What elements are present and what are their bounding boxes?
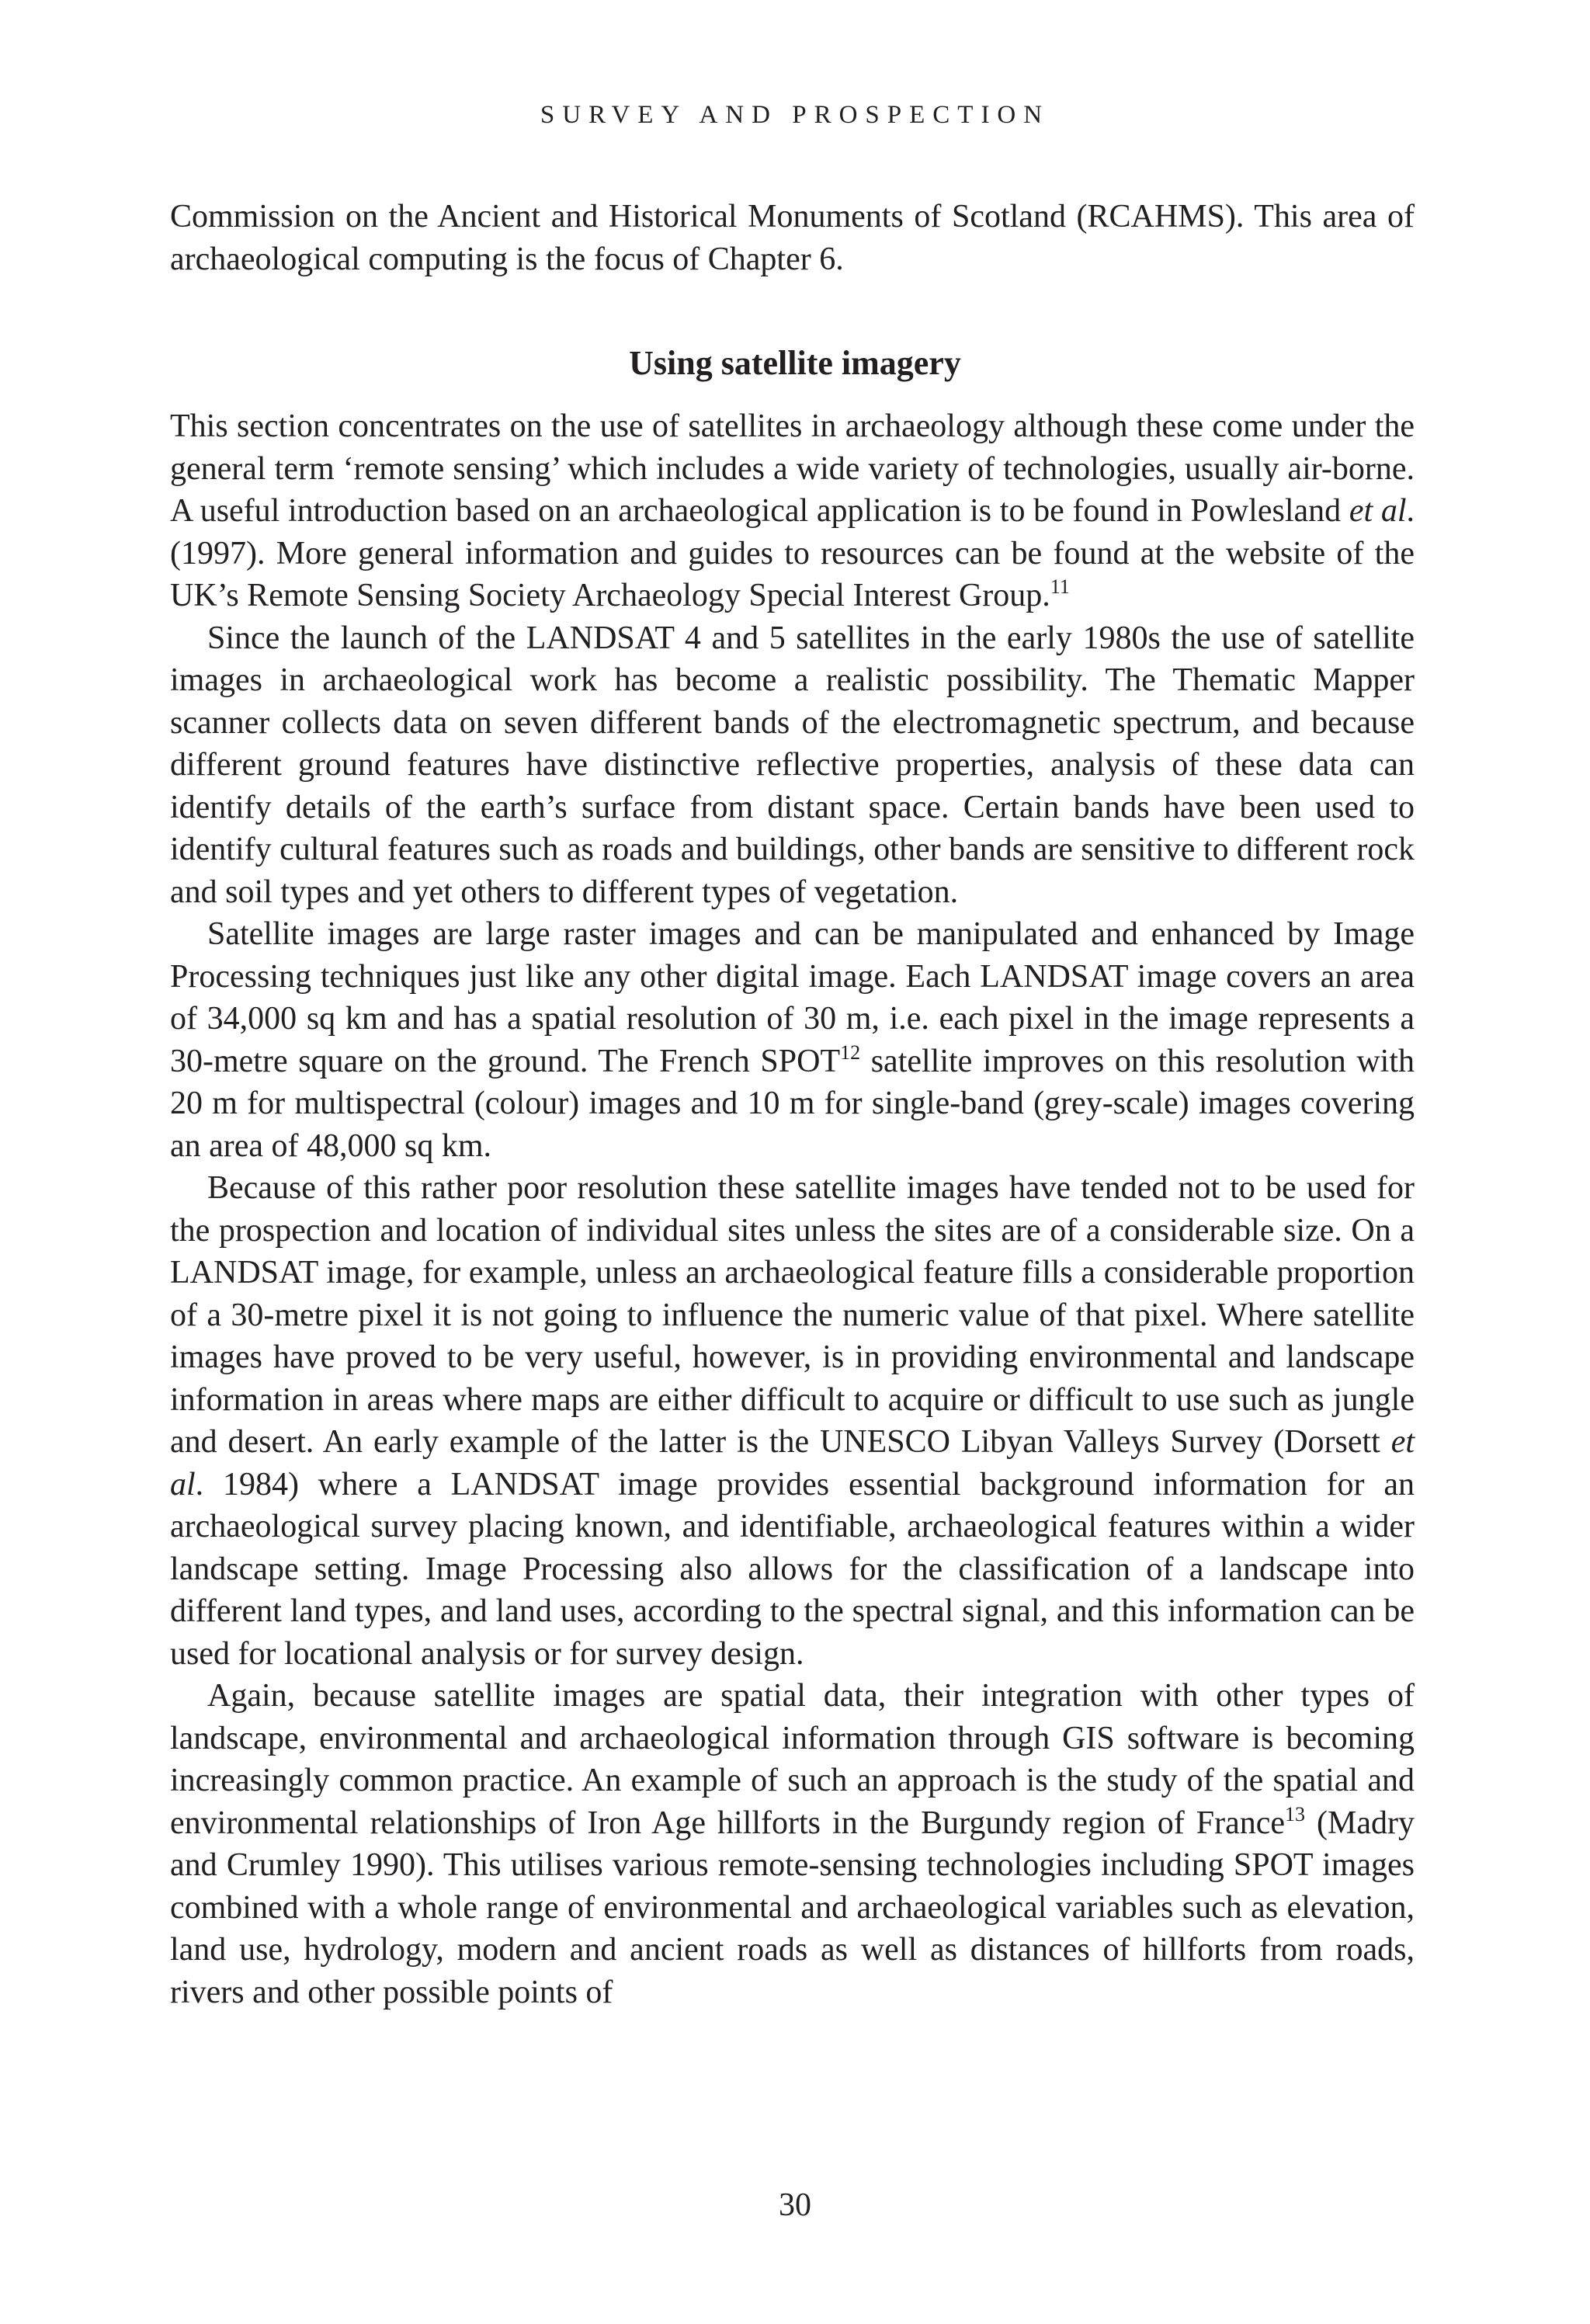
italic-text: et al (170, 1424, 1415, 1502)
intro-text-block (170, 196, 1415, 280)
paragraph-text: Satellite images are large raster images and can be manipulated and enhanced by Image Processing techniques just like any other digital image. Each LANDSAT image covers an area of 34,000 sq km and has a spatial resolution of 30 m, i.e. each pixel in the image represents a 30-metre square on the ground. The French SPOT (170, 916, 1415, 1079)
paragraph-5 (170, 1675, 1415, 2013)
section-heading: Using satellite imagery (629, 344, 961, 382)
paragraph-2: Since the launch of the LANDSAT 4 and 5 satellites in the early 1980s the use of satellite images in archaeological work has become a realistic possibility. The Thematic Mapper scanner collects data on seven different bands of the electromagnetic spectrum, and because different ground features have distinctive reflective properties, analysis of these data can identify details of the earth’s surface from distant space. Certain bands have been used to identify cultural features such as roads and buildings, other bands are sensitive to different rock and soil types and yet others to different types of vegetation. (170, 620, 1415, 910)
paragraph-text: Because of this rather poor resolution these satellite images have tended not to be used for the prospection and location of individual sites unless the sites are of a considerable size. On a LANDSAT image, for example, unless an archaeological feature fills a considerable proportion of a 30-metre pixel it is not going to influence the numeric value of that pixel. Where satellite images have proved to be very useful, however, is in providing environmental and landscape information in areas where maps are either difficult to acquire or difficult to use such as jungle and desert. An early example of the latter is the UNESCO Libyan Valleys Survey (Dorsett (170, 1170, 1415, 1460)
note-reference: 12 (840, 1040, 861, 1064)
paragraph-text: Again, because satellite images are spatial data, their integration with other types of landscape, environmental and archaeological information through GIS software is becoming increasingly common practice. An example of such an approach is the study of the spatial and environmental relationships of Iron Age hillforts in the Burgundy region of France (170, 1678, 1415, 1841)
paragraph-4 (170, 1167, 1415, 1675)
intro-paragraph: Commission on the Ancient and Historical Monuments of Scotland (RCAHMS). This area of archaeological computing is the focus of Chapter 6. (170, 199, 1415, 277)
running-head: SURVEY AND PROSPECTION (540, 101, 1050, 129)
paragraph-1 (170, 405, 1415, 617)
page-number: 30 (779, 2187, 811, 2223)
paragraph-text: . 1984) where a LANDSAT image provides essential background information for an archaeological survey placing known, and identifiable, archaeological features within a wider landscape setting. Image Processing also allows for the classification of a landscape into different land types, and land uses, according to the spectral signal, and this information can be used for locational analysis or for survey design. (170, 1466, 1415, 1672)
paragraph-text: satellite improves on this resolution with 20 m for multispectral (colour) images and 10 m for single-band (grey-scale) images covering an area of 48,000 sq km. (170, 1043, 1415, 1164)
note-reference: 11 (1050, 575, 1070, 598)
paragraph-text: This section concentrates on the use of satellites in archaeology although these come under the general term ‘remote sensing’ which includes a wide variety of technologies, usually air-borne. A useful introduction based on an archaeological application is to be found in Powlesland (170, 408, 1415, 529)
paragraph-3 (170, 913, 1415, 1167)
paragraph-text: . (1997). More general information and guides to resources can be found at the website of the UK’s Remote Sensing Society Archaeology Special Interest Group. (170, 493, 1415, 613)
italic-text: et al (1349, 493, 1407, 529)
paragraph-text: (Madry and Crumley 1990). This utilises various remote-sensing technologies including SPOT images combined with a whole range of environmental and archaeological variables such as elevation, land use, hydrology, modern and ancient roads as well as distances of hillforts from roads, rivers and other possible points of (170, 1805, 1415, 2010)
section-body (170, 405, 1415, 2013)
note-reference: 13 (1285, 1802, 1305, 1826)
